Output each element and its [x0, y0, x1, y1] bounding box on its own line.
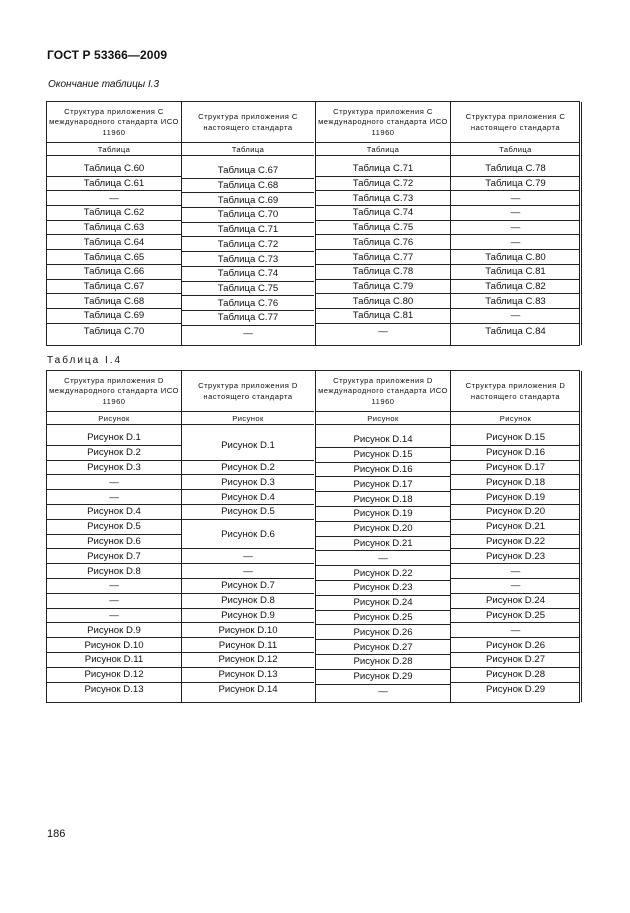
table-cell: Таблица С.79	[451, 177, 580, 192]
table-cell: —	[451, 309, 580, 324]
column-subheader: Рисунок	[182, 411, 314, 425]
document-title: ГОСТ Р 53366—2009	[47, 48, 168, 62]
table-cell: —	[182, 564, 314, 579]
table-i4-col-3	[316, 371, 450, 702]
table-i3-col-4	[451, 102, 580, 345]
table-cell: —	[451, 579, 580, 594]
table-cell: —	[47, 594, 181, 609]
table-cell: Таблица С.79	[316, 280, 450, 295]
table-cell: Таблица С.80	[451, 250, 580, 265]
table-cell: Таблица С.66	[47, 265, 181, 280]
table-cell: Рисунок D.11	[182, 638, 314, 653]
table-cell: Таблица С.76	[316, 236, 450, 251]
table-cell: Таблица С.64	[47, 236, 181, 251]
table-cell: —	[378, 686, 388, 698]
table-cell: Рисунок D.14	[218, 684, 278, 696]
table-cell: Рисунок D.16	[451, 446, 580, 461]
table-cell: Таблица С.62	[47, 206, 181, 221]
table-cell: Рисунок D.3	[47, 461, 181, 476]
table-cell: Рисунок D.23	[451, 549, 580, 564]
table-cell: Рисунок D.7	[182, 579, 314, 594]
table-cell: Рисунок D.9	[182, 609, 314, 624]
table-cell: Рисунок D.3	[182, 475, 314, 490]
table-cell: Рисунок D.24	[451, 594, 580, 609]
table-cell: Таблица С.76	[182, 296, 314, 311]
table-i3-col-2	[182, 102, 314, 345]
table-cell: —	[451, 623, 580, 638]
column-header: Структура приложения D настоящего стандарта	[465, 381, 566, 401]
table-cell: Таблица С.68	[47, 294, 181, 309]
table-cell: Таблица С.78	[451, 162, 580, 177]
column-subheader: Рисунок	[47, 411, 181, 425]
table-cell: Таблица С.78	[316, 265, 450, 280]
table-cell: Рисунок D.6	[182, 520, 314, 550]
column-header: Структура приложения С настоящего стандарта	[465, 112, 566, 132]
column-subheader: Рисунок	[451, 411, 580, 425]
table-cell: —	[316, 551, 450, 566]
table-cell: Рисунок D.26	[316, 625, 450, 640]
column-header: Структура приложения С международного стандарта ИСО 11960	[49, 107, 179, 137]
table-cell: Рисунок D.5	[47, 520, 181, 535]
table-cell: Рисунок D.1	[182, 431, 314, 461]
table-cell: Рисунок D.18	[316, 492, 450, 507]
table-cell: —	[451, 191, 580, 206]
table-cell: —	[451, 236, 580, 251]
table-cell: —	[182, 549, 314, 564]
table-i4-caption: Таблица I.4	[47, 355, 123, 366]
table-cell: Рисунок D.13	[84, 684, 144, 696]
table-cell: Таблица С.73	[182, 252, 314, 267]
table-cell: Рисунок D.22	[451, 535, 580, 550]
table-cell: Рисунок D.10	[47, 638, 181, 653]
table-i4-col-1	[47, 371, 181, 702]
table-cell: Рисунок D.16	[316, 463, 450, 478]
table-cell: Рисунок D.2	[47, 446, 181, 461]
table-i4-col-4	[451, 371, 580, 702]
table-cell: Таблица С.75	[316, 221, 450, 236]
table-cell: Рисунок D.19	[316, 507, 450, 522]
table-cell: Таблица С.77	[182, 311, 314, 326]
table-cell: Рисунок D.21	[451, 520, 580, 535]
table-cell: Рисунок D.14	[316, 433, 450, 448]
table-cell: Таблица С.81	[451, 265, 580, 280]
table-cell: Рисунок D.29	[485, 684, 546, 696]
table-i3-col-1	[47, 102, 181, 345]
table-cell: Таблица С.74	[316, 206, 450, 221]
table-cell: Рисунок D.8	[47, 564, 181, 579]
table-cell: Рисунок D.20	[316, 522, 450, 537]
table-cell: Таблица С.69	[182, 193, 314, 208]
table-cell: Рисунок D.23	[316, 581, 450, 596]
table-cell: —	[47, 191, 181, 206]
table-cell: —	[47, 609, 181, 624]
table-cell: Рисунок D.15	[316, 448, 450, 463]
table-cell: Таблица С.68	[182, 179, 314, 194]
table-cell: Таблица С.82	[451, 280, 580, 295]
table-cell: Рисунок D.19	[451, 490, 580, 505]
table-cell: Рисунок D.13	[182, 668, 314, 683]
table-cell: —	[243, 327, 253, 339]
table-cell: Рисунок D.12	[182, 653, 314, 668]
column-subheader: Таблица	[182, 142, 314, 156]
column-header: Структура приложения D международного стандарта ИСО 11960	[49, 376, 179, 406]
table-cell: Рисунок D.24	[316, 596, 450, 611]
table-cell: Рисунок D.5	[182, 505, 314, 520]
table-cell: Таблица С.83	[451, 294, 580, 309]
table-cell: Рисунок D.4	[182, 490, 314, 505]
table-cell: Рисунок D.2	[182, 461, 314, 476]
table-i3-col-3	[316, 102, 450, 345]
table-cell: Таблица С.81	[316, 309, 450, 324]
table-cell: Рисунок D.28	[451, 668, 580, 683]
table-cell: Таблица С.70	[83, 325, 145, 337]
table-cell: Рисунок D.15	[451, 431, 580, 446]
table-cell: —	[451, 206, 580, 221]
table-cell: Таблица С.70	[182, 208, 314, 223]
table-cell: Рисунок D.18	[451, 475, 580, 490]
table-cell: Рисунок D.11	[47, 653, 181, 668]
table-cell: Рисунок D.4	[47, 505, 181, 520]
table-cell: Рисунок D.6	[47, 535, 181, 550]
table-cell: Рисунок D.1	[47, 431, 181, 446]
table-cell: Таблица С.67	[182, 164, 314, 179]
table-cell: Рисунок D.25	[316, 611, 450, 626]
column-subheader: Таблица	[47, 142, 181, 156]
table-i3-caption: Окончание таблицы I.3	[48, 79, 160, 90]
table-cell: Рисунок D.12	[47, 668, 181, 683]
table-cell: Рисунок D.20	[451, 505, 580, 520]
table-cell: Таблица С.63	[47, 221, 181, 236]
column-subheader: Таблица	[451, 142, 580, 156]
table-cell: Рисунок D.29	[316, 670, 450, 685]
table-cell: Таблица С.67	[47, 280, 181, 295]
table-cell: Таблица С.71	[182, 223, 314, 238]
table-cell: Рисунок D.27	[316, 640, 450, 655]
table-cell: Таблица С.80	[316, 294, 450, 309]
table-cell: Таблица С.65	[47, 250, 181, 265]
table-cell: Рисунок D.8	[182, 594, 314, 609]
table-cell: Рисунок D.21	[316, 537, 450, 552]
column-header: Структура приложения D настоящего стандарта	[198, 381, 298, 401]
table-cell: —	[47, 475, 181, 490]
table-cell: Рисунок D.28	[316, 655, 450, 670]
table-cell: —	[451, 221, 580, 236]
table-cell: Таблица С.71	[316, 162, 450, 177]
column-subheader: Таблица	[316, 142, 450, 156]
table-i4-col-2	[182, 371, 314, 702]
table-cell: Таблица С.69	[47, 309, 181, 324]
table-cell: Таблица С.72	[316, 177, 450, 192]
column-header: Структура приложения С международного стандарта ИСО 11960	[318, 107, 448, 137]
table-cell: Рисунок D.9	[47, 623, 181, 638]
table-cell: Таблица С.72	[182, 238, 314, 253]
table-cell: —	[47, 579, 181, 594]
table-cell: —	[451, 564, 580, 579]
table-cell: Рисунок D.10	[182, 623, 314, 638]
table-i4	[46, 370, 580, 703]
column-subheader: Рисунок	[316, 411, 450, 425]
table-cell: Рисунок D.7	[47, 549, 181, 564]
table-cell: Таблица С.61	[47, 177, 181, 192]
table-cell: Рисунок D.17	[451, 461, 580, 476]
table-cell: Рисунок D.17	[316, 477, 450, 492]
table-cell: Таблица С.77	[316, 250, 450, 265]
table-cell: Рисунок D.26	[451, 638, 580, 653]
table-cell: Рисунок D.25	[451, 609, 580, 624]
column-header: Структура приложения С настоящего стандарта	[198, 112, 298, 132]
page-number: 186	[47, 828, 66, 840]
table-cell: Таблица С.74	[182, 267, 314, 282]
table-cell: —	[378, 325, 388, 337]
table-cell: Таблица С.84	[485, 325, 546, 337]
table-cell: Рисунок D.27	[451, 653, 580, 668]
table-cell: Таблица С.60	[47, 162, 181, 177]
table-i3	[46, 101, 580, 346]
table-cell: Таблица С.75	[182, 282, 314, 297]
column-header: Структура приложения D международного стандарта ИСО 11960	[318, 376, 448, 406]
table-cell: —	[47, 490, 181, 505]
table-cell: Рисунок D.22	[316, 566, 450, 581]
table-cell: Таблица С.73	[316, 191, 450, 206]
